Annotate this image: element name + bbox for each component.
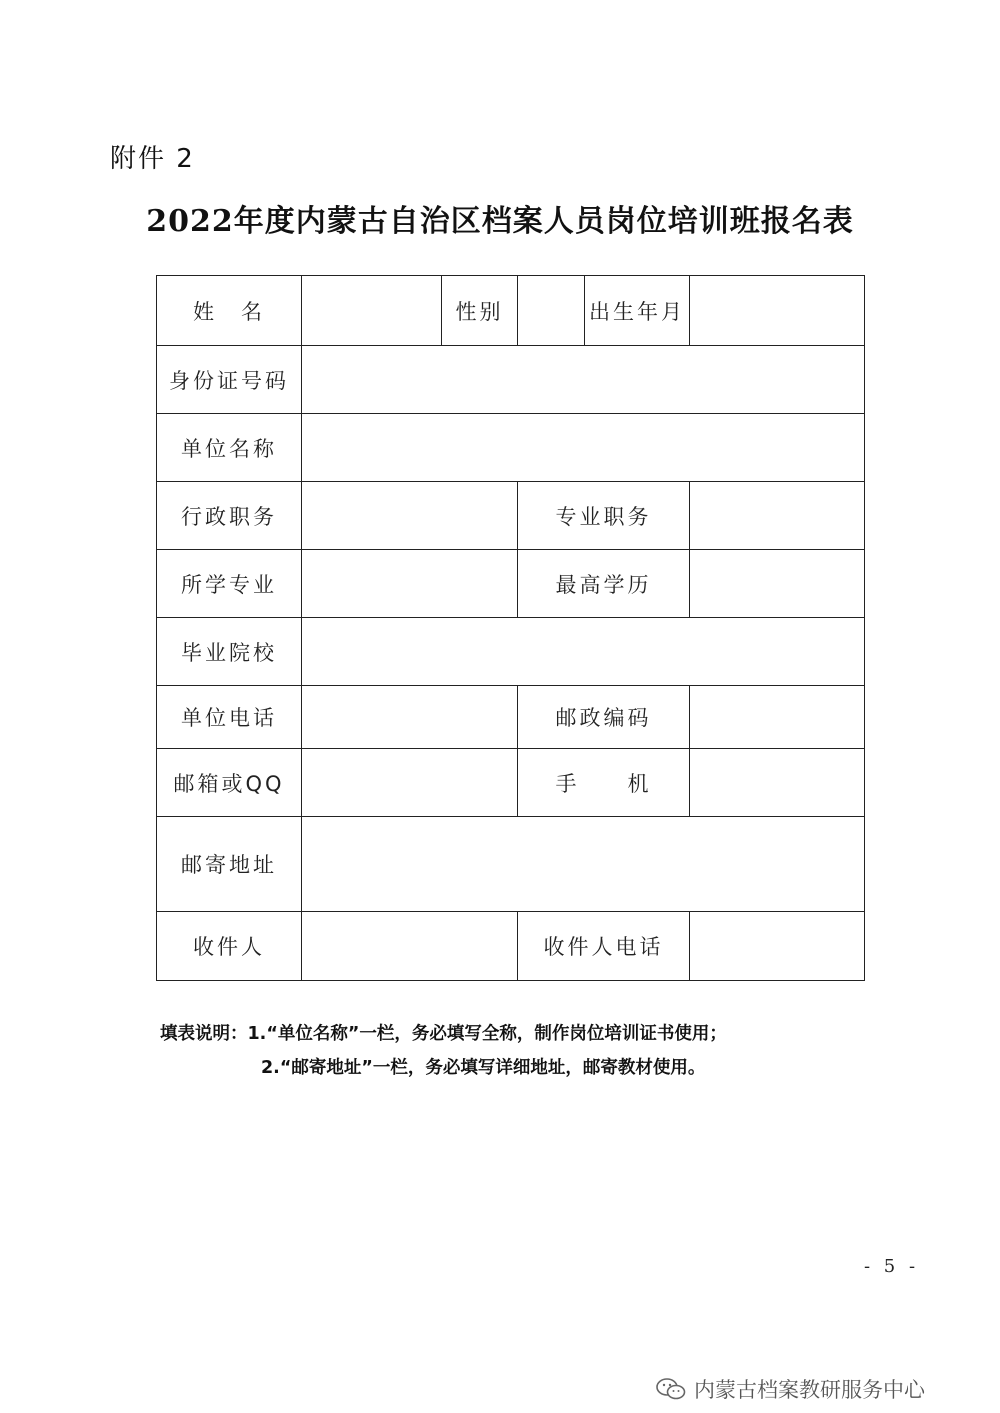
id-field[interactable] xyxy=(302,346,865,414)
attachment-label: 附件 2 xyxy=(110,144,195,174)
pro-post-field[interactable] xyxy=(690,482,865,550)
account-watermark xyxy=(656,1374,925,1404)
gender-label: 性别 xyxy=(442,276,518,346)
form-title: 2022年度内蒙古自治区档案人员岗位培训班报名表 xyxy=(146,204,854,239)
name-field[interactable] xyxy=(302,276,442,346)
unit-field[interactable] xyxy=(302,414,865,482)
school-field[interactable] xyxy=(302,618,865,686)
mobile-field[interactable] xyxy=(690,749,865,817)
gender-field[interactable] xyxy=(518,276,585,346)
postcode-field[interactable] xyxy=(690,686,865,749)
birth-field[interactable] xyxy=(690,276,865,346)
row-school xyxy=(157,618,865,686)
pro-post-label: 专业职务 xyxy=(518,482,690,550)
id-label: 身份证号码 xyxy=(157,346,302,414)
row-recipient xyxy=(157,912,865,981)
admin-post-label: 行政职务 xyxy=(157,482,302,550)
admin-post-field[interactable] xyxy=(302,482,518,550)
major-label: 所学专业 xyxy=(157,550,302,618)
recipient-phone-field[interactable] xyxy=(690,912,865,981)
address-label: 邮寄地址 xyxy=(157,817,302,912)
name-label: 姓 名 xyxy=(157,276,302,346)
postcode-label: 邮政编码 xyxy=(518,686,690,749)
major-field[interactable] xyxy=(302,550,518,618)
row-id xyxy=(157,346,865,414)
registration-form-table xyxy=(156,275,865,981)
recipient-field[interactable] xyxy=(302,912,518,981)
instruction-line-1: 填表说明：1.“单位名称”一栏，务必填写全称，制作岗位培训证书使用； xyxy=(160,1024,727,1044)
wechat-icon xyxy=(656,1377,686,1401)
watermark-text: 内蒙古档案教研服务中心 xyxy=(694,1378,925,1402)
row-name xyxy=(157,276,865,346)
recipient-phone-label: 收件人电话 xyxy=(518,912,690,981)
unit-label: 单位名称 xyxy=(157,414,302,482)
email-label: 邮箱或QQ xyxy=(157,749,302,817)
row-phone xyxy=(157,686,865,749)
mobile-label: 手 机 xyxy=(518,749,690,817)
recipient-label: 收件人 xyxy=(157,912,302,981)
row-major xyxy=(157,550,865,618)
degree-label: 最高学历 xyxy=(518,550,690,618)
row-unit xyxy=(157,414,865,482)
school-label: 毕业院校 xyxy=(157,618,302,686)
row-post xyxy=(157,482,865,550)
row-contact xyxy=(157,749,865,817)
address-field[interactable] xyxy=(302,817,865,912)
row-address xyxy=(157,817,865,912)
instruction-line-2: 2.“邮寄地址”一栏，务必填写详细地址，邮寄教材使用。 xyxy=(261,1058,706,1078)
unit-phone-label: 单位电话 xyxy=(157,686,302,749)
page-number: - 5 - xyxy=(864,1256,920,1277)
email-field[interactable] xyxy=(302,749,518,817)
unit-phone-field[interactable] xyxy=(302,686,518,749)
birth-label: 出生年月 xyxy=(585,276,690,346)
degree-field[interactable] xyxy=(690,550,865,618)
